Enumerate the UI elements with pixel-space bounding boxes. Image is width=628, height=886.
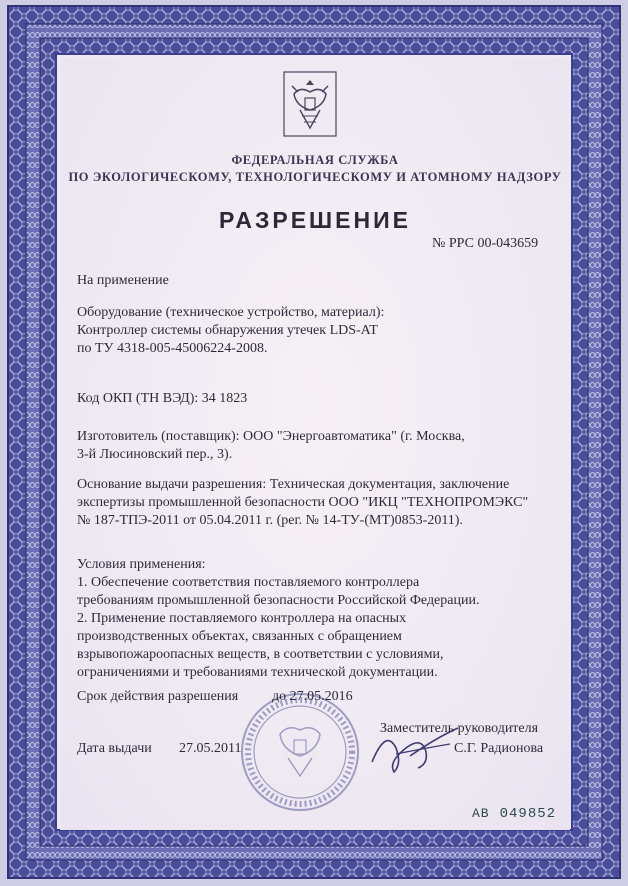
blank-serial bbox=[472, 806, 556, 822]
signature-icon bbox=[366, 718, 466, 776]
agency-name bbox=[60, 152, 570, 186]
basis-line-1: Основание выдачи разрешения: Техническая документация, заключение bbox=[77, 477, 510, 492]
condition-line-1: 1. Обеспечение соответствия поставляемого контроллера bbox=[77, 575, 420, 590]
okp-code: Код ОКП (ТН ВЭД): 34 1823 bbox=[77, 391, 248, 406]
official-seal-icon bbox=[238, 690, 362, 814]
equipment-line-1: Оборудование (техническое устройство, материал): bbox=[77, 305, 385, 320]
condition-line-4: производственных объектах, связанных с обращением bbox=[77, 629, 402, 644]
validity-value: до 27.05.2016 bbox=[272, 689, 353, 704]
condition-line-3: 2. Применение поставляемого контроллера на опасных bbox=[77, 611, 407, 626]
condition-line-6: ограничениями и требованиями технической документации. bbox=[77, 665, 438, 680]
signer-title: Заместитель руководителя bbox=[380, 721, 539, 736]
validity-label: Срок действия разрешения bbox=[77, 689, 239, 704]
equipment-line-3: по ТУ 4318-005-45006224-2008. bbox=[77, 341, 268, 356]
issue-date: 27.05.2011 bbox=[179, 741, 242, 756]
agency-line-2: ПО ЭКОЛОГИЧЕСКОМУ, ТЕХНОЛОГИЧЕСКОМУ И АТОМНОМУ НАДЗОРУ bbox=[68, 170, 562, 184]
agency-line-1: ФЕДЕРАЛЬНАЯ СЛУЖБА bbox=[231, 153, 399, 167]
conditions-heading: Условия применения: bbox=[77, 557, 206, 572]
serial-number: 049852 bbox=[499, 806, 557, 822]
basis-line-3: № 187-ТПЭ-2011 от 05.04.2011 г. (рег. № 14-ТУ-(МТ)0853-2011). bbox=[77, 513, 463, 528]
russian-coat-of-arms-icon bbox=[282, 70, 338, 138]
document-number: № РРС 00-043659 bbox=[432, 236, 539, 251]
condition-line-2: требованиям промышленной безопасности Российской Федерации. bbox=[77, 593, 480, 608]
condition-line-5: взрывопожароопасных веществ, в соответствии с условиями, bbox=[77, 647, 444, 662]
equipment-line-2: Контроллер системы обнаружения утечек LDS-AT bbox=[77, 323, 378, 338]
issue-date-label: Дата выдачи bbox=[77, 741, 152, 756]
application-label: На применение bbox=[77, 273, 169, 288]
manufacturer-line-1: Изготовитель (поставщик): ООО "Энергоавтоматика" (г. Москва, bbox=[77, 429, 465, 444]
serial-series: АВ bbox=[472, 806, 490, 821]
document-title: РАЗРЕШЕНИЕ bbox=[219, 207, 411, 233]
signer-name: С.Г. Радионова bbox=[454, 741, 544, 756]
basis-line-2: экспертизы промышленной безопасности ООО "ИКЦ "ТЕХНОПРОМЭКС" bbox=[77, 495, 529, 510]
manufacturer-line-2: 3-й Люсиновский пер., 3). bbox=[77, 447, 233, 462]
